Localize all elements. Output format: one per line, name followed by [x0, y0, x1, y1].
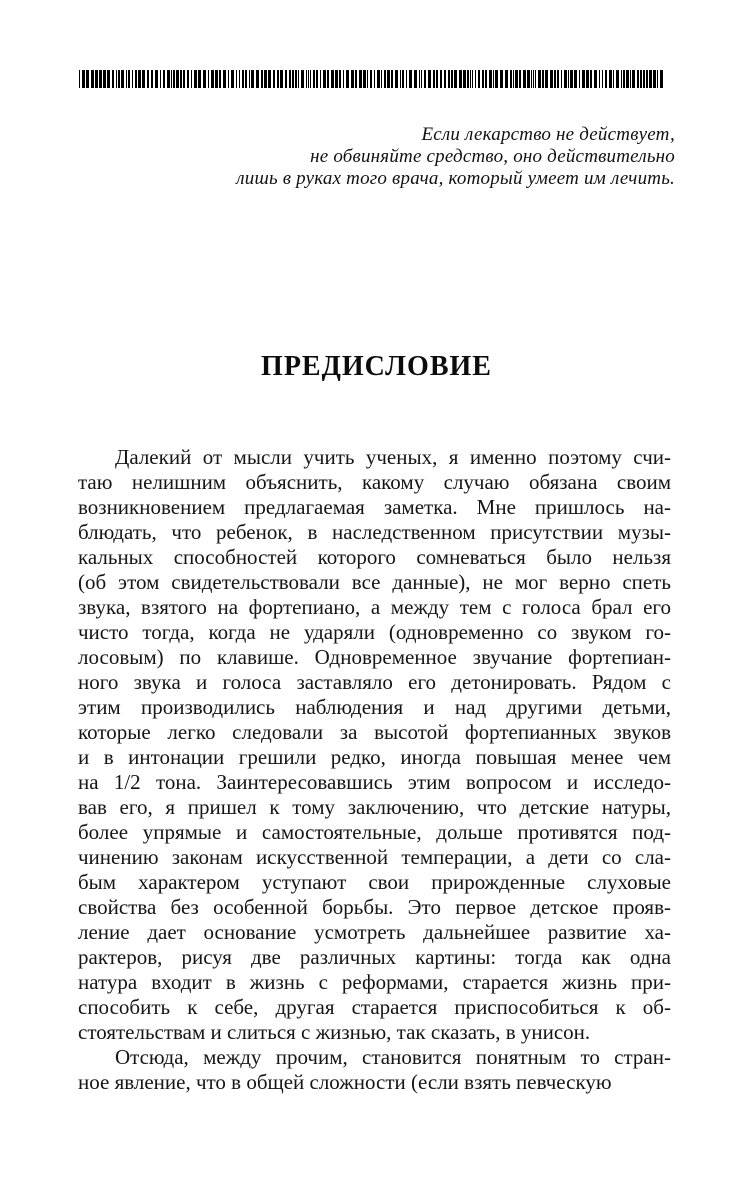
- text-line: ного звука и голоса заставляло его детонировать. Рядом с: [78, 670, 671, 694]
- epigraph-line: лишь в руках того врача, который умеет им лечить.: [236, 168, 675, 189]
- barcode-bar: [495, 70, 498, 88]
- barcode-bar: [579, 70, 580, 88]
- barcode-bar: [384, 70, 386, 88]
- barcode-bar: [531, 70, 532, 88]
- barcode-bar: [660, 70, 663, 88]
- barcode-bar: [346, 70, 349, 88]
- epigraph-line: не обвиняйте средство, оно действительно: [310, 146, 675, 167]
- barcode-bar: [374, 70, 375, 88]
- barcode-bar: [79, 70, 80, 88]
- barcode-bar: [630, 70, 631, 88]
- barcode-bar: [370, 70, 372, 88]
- barcode-bar: [363, 70, 366, 88]
- barcode-bar: [616, 70, 619, 88]
- barcode-bar: [545, 70, 548, 88]
- barcode-bar: [513, 70, 514, 88]
- barcode-bar: [82, 70, 85, 88]
- barcode-bar: [554, 70, 556, 88]
- barcode-bar: [568, 70, 569, 88]
- barcode-bar: [594, 70, 597, 88]
- barcode-bar: [421, 70, 422, 88]
- barcode-bar: [609, 70, 612, 88]
- barcode-bar: [306, 70, 307, 88]
- barcode-bar: [440, 70, 442, 88]
- barcode-bar: [273, 70, 275, 88]
- barcode-bar: [414, 70, 417, 88]
- barcode-bar: [203, 70, 206, 88]
- barcode-bar: [605, 70, 607, 88]
- barcode-bar: [242, 70, 244, 88]
- barcode-bar: [231, 70, 234, 88]
- barcode-bar: [493, 70, 494, 88]
- barcode-bar: [538, 70, 541, 88]
- barcode-bar: [527, 70, 530, 88]
- barcode-bar: [289, 70, 291, 88]
- barcode-bar: [646, 70, 648, 88]
- text-line: натура входит в жизнь с реформами, старается жизнь при-: [78, 970, 671, 994]
- barcode-bar: [112, 70, 114, 88]
- barcode-bar: [308, 70, 309, 88]
- barcode-bar: [211, 70, 214, 88]
- text-line: стоятельствам и слиться с жизнью, так сказать, в унисон.: [78, 1020, 591, 1044]
- text-line: бым характером уступают свои прирожденные слуховые: [78, 870, 671, 894]
- barcode-bar: [590, 70, 592, 88]
- barcode-bar: [626, 70, 629, 88]
- barcode-bar: [459, 70, 462, 88]
- barcode-bar: [251, 70, 254, 88]
- barcode-bar: [335, 70, 338, 88]
- barcode-bar: [151, 70, 153, 88]
- barcode-bar: [533, 70, 534, 88]
- barcode-bar: [550, 70, 553, 88]
- barcode-bar: [171, 70, 172, 88]
- barcode-bar: [643, 70, 645, 88]
- barcode-bar: [637, 70, 639, 88]
- text-line: возникновением предлагаемая заметка. Мне пришлось на-: [78, 495, 671, 519]
- text-line: чисто тогда, когда не ударяли (одновременно со звуком го-: [78, 620, 671, 644]
- text-line: более упрямые и самостоятельные, дольше противятся под-: [78, 820, 671, 844]
- barcode-bar: [482, 70, 484, 88]
- barcode-bar: [245, 70, 247, 88]
- barcode-bar: [367, 70, 368, 88]
- barcode-bar: [264, 70, 267, 88]
- barcode-bar: [86, 70, 89, 88]
- barcode-bar: [602, 70, 603, 88]
- text-line: Далекий от мысли учить ученых, я именно поэтому счи-: [115, 445, 671, 469]
- barcode-bar: [256, 70, 259, 88]
- barcode-bar: [261, 70, 263, 88]
- barcode-bar: [523, 70, 526, 88]
- text-line: кальных способностей которого сомневаться было нельзя: [78, 545, 671, 569]
- barcode-bar: [215, 70, 218, 88]
- barcode-bar: [155, 70, 158, 88]
- text-line: (об этом свидетельствовали все данные), не мог верно спеть: [78, 570, 671, 594]
- barcode-bar: [557, 70, 559, 88]
- barcode-bar: [351, 70, 354, 88]
- barcode-bar: [485, 70, 487, 88]
- barcode-bar: [564, 70, 567, 88]
- barcode-bar: [310, 70, 311, 88]
- barcode-bar: [613, 70, 614, 88]
- body-text: [78, 445, 671, 1095]
- text-line: вав его, я пришел к тому заключению, что детские натуры,: [78, 795, 671, 819]
- barcode-bar: [268, 70, 271, 88]
- barcode-bar: [467, 70, 469, 88]
- barcode-bar: [402, 70, 404, 88]
- barcode-bar: [400, 70, 401, 88]
- barcode-bar: [118, 70, 120, 88]
- barcode-bar: [489, 70, 492, 88]
- barcode-bar: [454, 70, 457, 88]
- barcode-bar: [632, 70, 635, 88]
- barcode-bar: [500, 70, 503, 88]
- barcode-decoration: [79, 70, 663, 88]
- barcode-bar: [475, 70, 476, 88]
- barcode-bar: [298, 70, 299, 88]
- barcode-bar: [428, 70, 431, 88]
- barcode-bar: [478, 70, 480, 88]
- barcode-bar: [359, 70, 362, 88]
- text-line: таю нелишним объяснить, какому случаю обязана своим: [78, 470, 671, 494]
- barcode-bar: [183, 70, 185, 88]
- barcode-bar: [657, 70, 658, 88]
- barcode-bar: [424, 70, 426, 88]
- barcode-bar: [323, 70, 326, 88]
- text-line: и в интонации грешили редко, иногда повышая менее чем: [78, 745, 671, 769]
- barcode-bar: [223, 70, 226, 88]
- barcode-bar: [316, 70, 318, 88]
- barcode-bar: [649, 70, 652, 88]
- barcode-bar: [395, 70, 398, 88]
- barcode-bar: [510, 70, 512, 88]
- barcode-bar: [121, 70, 124, 88]
- barcode-bar: [295, 70, 297, 88]
- barcode-bar: [126, 70, 127, 88]
- barcode-bar: [542, 70, 544, 88]
- barcode-bar: [173, 70, 175, 88]
- barcode-bar: [198, 70, 201, 88]
- barcode-bar: [463, 70, 466, 88]
- barcode-bar: [116, 70, 117, 88]
- barcode-bar: [355, 70, 357, 88]
- barcode-bar: [191, 70, 192, 88]
- barcode-bar: [653, 70, 656, 88]
- barcode-bar: [280, 70, 283, 88]
- text-line: рактеров, рисуя две различных картины: тогда как одна: [78, 945, 671, 969]
- barcode-bar: [377, 70, 380, 88]
- barcode-bar: [621, 70, 622, 88]
- barcode-bar: [586, 70, 589, 88]
- barcode-bar: [313, 70, 315, 88]
- barcode-bar: [391, 70, 393, 88]
- barcode-bar: [107, 70, 110, 88]
- text-line: Отсюда, между прочим, становится понятным то стран-: [115, 1045, 671, 1069]
- barcode-bar: [339, 70, 341, 88]
- barcode-bar: [160, 70, 161, 88]
- text-line: ное явление, что в общей сложности (если взять певческую: [78, 1070, 612, 1094]
- barcode-bar: [535, 70, 536, 88]
- text-line: звука, взятого на фортепиано, а между тем с голоса брал его: [78, 595, 671, 619]
- barcode-bar: [406, 70, 407, 88]
- chapter-heading: ПРЕДИСЛОВИЕ: [261, 351, 492, 382]
- barcode-bar: [292, 70, 294, 88]
- barcode-bar: [277, 70, 279, 88]
- barcode-bar: [519, 70, 521, 88]
- text-line: ление дает основание усмотреть дальнейшее развитие ха-: [78, 920, 671, 944]
- text-line: блюдать, что ребенок, в наследственном присутствии музы-: [78, 520, 671, 544]
- barcode-bar: [561, 70, 562, 88]
- barcode-bar: [582, 70, 585, 88]
- barcode-bar: [163, 70, 165, 88]
- barcode-bar: [505, 70, 508, 88]
- barcode-bar: [99, 70, 102, 88]
- barcode-bar: [132, 70, 133, 88]
- barcode-bar: [138, 70, 141, 88]
- barcode-bar: [219, 70, 221, 88]
- text-line: на 1/2 тона. Заинтересовавшись этим вопросом и исследо-: [78, 770, 671, 794]
- barcode-bar: [239, 70, 240, 88]
- barcode-bar: [599, 70, 600, 88]
- barcode-bar: [409, 70, 412, 88]
- text-line: которые легко следовали за высотой фортепианных звуков: [78, 720, 671, 744]
- barcode-bar: [387, 70, 390, 88]
- barcode-bar: [623, 70, 625, 88]
- text-line: этим производились наблюдения и над другими детьми,: [78, 695, 671, 719]
- text-line: лосовым) по клавише. Одновременное звучание фортепиан-: [78, 645, 671, 669]
- barcode-bar: [574, 70, 577, 88]
- barcode-bar: [451, 70, 453, 88]
- barcode-bar: [142, 70, 145, 88]
- barcode-bar: [419, 70, 420, 88]
- barcode-bar: [95, 70, 98, 88]
- barcode-bar: [194, 70, 197, 88]
- text-line: способить к себе, другая старается приспособиться к об-: [78, 995, 671, 1019]
- text-line: чинению законам искусственной темперации, а дети со сла-: [78, 845, 671, 869]
- barcode-bar: [147, 70, 149, 88]
- barcode-bar: [228, 70, 229, 88]
- barcode-bar: [91, 70, 94, 88]
- barcode-bar: [236, 70, 237, 88]
- epigraph-line: Если лекарство не действует,: [421, 124, 675, 145]
- text-line: свойства без особенной борьбы. Это первое детское прояв-: [78, 895, 671, 919]
- barcode-bar: [285, 70, 287, 88]
- barcode-bar: [180, 70, 182, 88]
- barcode-bar: [444, 70, 446, 88]
- barcode-bar: [320, 70, 321, 88]
- barcode-bar: [187, 70, 189, 88]
- barcode-bar: [436, 70, 438, 88]
- barcode-bar: [167, 70, 170, 88]
- barcode-bar: [343, 70, 344, 88]
- barcode-bar: [570, 70, 573, 88]
- barcode-bar: [103, 70, 106, 88]
- barcode-bar: [176, 70, 179, 88]
- barcode-bar: [472, 70, 473, 88]
- barcode-bar: [301, 70, 304, 88]
- barcode-bar: [381, 70, 382, 88]
- barcode-bar: [448, 70, 450, 88]
- barcode-bar: [249, 70, 250, 88]
- barcode-bar: [208, 70, 209, 88]
- barcode-bar: [135, 70, 137, 88]
- barcode-bar: [470, 70, 471, 88]
- barcode-bar: [515, 70, 518, 88]
- barcode-bar: [640, 70, 642, 88]
- barcode-bar: [433, 70, 435, 88]
- barcode-bar: [128, 70, 130, 88]
- barcode-bar: [327, 70, 329, 88]
- barcode-bar: [331, 70, 334, 88]
- epigraph: [78, 124, 675, 190]
